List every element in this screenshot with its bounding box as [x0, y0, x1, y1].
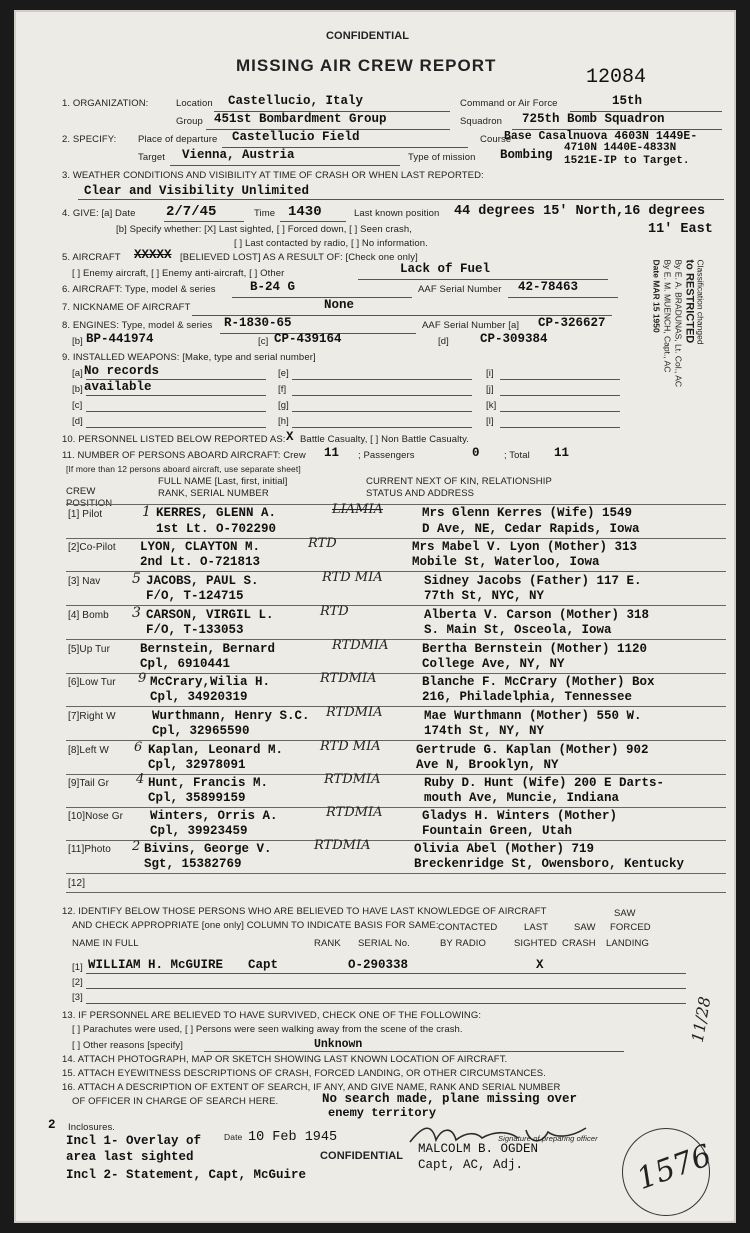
s12-h-serial: SERIAL No.: [358, 938, 410, 949]
s13-other: Unknown: [314, 1038, 363, 1051]
s2-mission-label: Type of mission: [408, 152, 476, 163]
s11-total-label: ; Total: [504, 450, 530, 461]
circle-number: 1576: [632, 1137, 717, 1198]
classification-stamp: [614, 259, 734, 392]
crew-kin-2: 216, Philadelphia, Tennessee: [422, 690, 633, 704]
s14: 14. ATTACH PHOTOGRAPH, MAP OR SKETCH SHOWING LAST KNOWN LOCATION OF AIRCRAFT.: [62, 1054, 508, 1065]
s12-row3-label: [3]: [72, 992, 83, 1003]
s13-line1: 13. IF PERSONNEL ARE BELIEVED TO HAVE SURVIVED, CHECK ONE OF THE FOLLOWING:: [62, 1010, 482, 1021]
s9-j-label: [j]: [486, 384, 494, 395]
crew-status: RTD: [320, 604, 349, 619]
s11-label: 11. NUMBER OF PERSONS ABOARD AIRCRAFT: Crew: [62, 450, 306, 461]
officer-name: MALCOLM B. OGDEN: [418, 1142, 539, 1156]
s9-h-label: [h]: [278, 416, 289, 427]
crew-kin-1: Gertrude G. Kaplan (Mother) 902: [416, 743, 649, 757]
crew-kin-2: Fountain Green, Utah: [422, 824, 573, 838]
stamp-line3: By E. A. BRADUNAS, Lt. Col., AC: [673, 259, 684, 388]
s13-line2: [ ] Parachutes were used, [ ] Persons were seen walking away from the scene of the crash.: [72, 1024, 463, 1035]
s2-target-label: Target: [138, 152, 166, 163]
s8-b: BP-441974: [86, 332, 154, 346]
crew-number: 5: [132, 571, 141, 587]
crew-position: [3] Nav: [68, 576, 101, 587]
s12-h-sighted: SIGHTED: [514, 938, 557, 949]
s11-note: [If more than 12 persons aboard aircraft, use separate sheet]: [66, 464, 301, 474]
crew-number: 3: [132, 605, 141, 621]
footer-date: 10 Feb 1945: [248, 1130, 338, 1145]
crew-status: RTDMIA: [314, 838, 371, 853]
crew-position: [7]Right W: [68, 711, 116, 722]
crew-kin-2: Breckenridge St, Owensboro, Kentucky: [414, 857, 685, 871]
crew-kin-2: Mobile St, Waterloo, Iowa: [412, 555, 600, 569]
crew-kin-1: Mae Wurthmann (Mother) 550 W.: [424, 709, 642, 723]
s10-mark: X: [286, 430, 294, 444]
s9-k-label: [k]: [486, 400, 497, 411]
s6-label: 6. AIRCRAFT: Type, model & series: [62, 284, 216, 295]
s3-label: 3. WEATHER CONDITIONS AND VISIBILITY AT TIME OF CRASH OR WHEN LAST REPORTED:: [62, 170, 484, 181]
s2-departure: Castellucio Field: [232, 130, 360, 144]
crew-kin-1: Olivia Abel (Mother) 719: [414, 842, 595, 856]
crew-number: 1: [142, 504, 151, 520]
s1-group-label: Group: [176, 116, 203, 127]
s12-h-forced: FORCED: [610, 922, 651, 933]
s6-serial-label: AAF Serial Number: [418, 284, 502, 295]
incl1-b: area last sighted: [66, 1150, 194, 1164]
s5-other: Lack of Fuel: [400, 262, 491, 276]
crew-kin-2: 77th St, NYC, NY: [424, 589, 545, 603]
crew-col-position: CREW: [66, 486, 96, 497]
s12-h-contacted: CONTACTED: [438, 922, 498, 933]
s16-line1: 16. ATTACH A DESCRIPTION OF EXTENT OF SEARCH, IF ANY, AND GIVE NAME, RANK AND SERIAL NUMBER: [62, 1082, 561, 1093]
crew-name: CARSON, VIRGIL L.: [146, 608, 274, 622]
crew-rank: 2nd Lt. O-721813: [140, 555, 261, 569]
crew-kin-1: Mrs Mabel V. Lyon (Mother) 313: [412, 540, 638, 554]
crew-name: KERRES, GLENN A.: [156, 506, 277, 520]
incl2: Incl 2- Statement, Capt, McGuire: [66, 1168, 307, 1182]
s5-rest: [BELIEVED LOST] AS A RESULT OF: [Check one only]: [180, 252, 418, 263]
stamp-line4: By E. M. MUENCH, Capt., AC: [662, 259, 673, 373]
crew-status: RTDMIA: [326, 805, 383, 820]
stamp-line1: Classification changed: [695, 259, 706, 345]
crew-number: 4: [136, 772, 145, 787]
crew-kin-2: mouth Ave, Muncie, Indiana: [424, 791, 620, 805]
s12-h-last: LAST: [524, 922, 549, 933]
s2-departure-label: Place of departure: [138, 134, 218, 145]
s2-course-line3: 1521E-IP to Target.: [564, 155, 690, 167]
crew-col-name: FULL NAME [Last, first, initial]: [158, 476, 288, 487]
crew-position: [5]Up Tur: [68, 644, 111, 655]
crew-kin-2: 174th St, NY, NY: [424, 724, 545, 738]
inclosures-label: Inclosures.: [68, 1122, 116, 1133]
crew-kin-2: D Ave, NE, Cedar Rapids, Iowa: [422, 522, 640, 536]
s8-c-label: [c]: [258, 336, 269, 347]
s11-total: 11: [554, 446, 570, 460]
s1-squadron-label: Squadron: [460, 116, 503, 127]
s12-r1-mark: X: [536, 958, 544, 972]
s4-time: 1430: [288, 204, 322, 220]
crew-number: 6: [134, 740, 143, 755]
crew-position: [4] Bomb: [68, 610, 109, 621]
crew-rank: Sgt, 15382769: [144, 857, 242, 871]
s7-value: None: [324, 298, 355, 312]
crew-col-rank: RANK, SERIAL NUMBER: [158, 488, 269, 499]
s15: 15. ATTACH EYEWITNESS DESCRIPTIONS OF CRASH, FORCED LANDING, OR OTHER CIRCUMSTANCES.: [62, 1068, 546, 1079]
s9-e-label: [e]: [278, 368, 289, 379]
crew-rank: Cpl, 32965590: [152, 724, 250, 738]
s2-course-line2: 4710N 1440E-4833N: [564, 142, 677, 154]
crew-col-status: STATUS AND ADDRESS: [366, 488, 475, 499]
crew-kin-1: Mrs Glenn Kerres (Wife) 1549: [422, 506, 633, 520]
report-page: [14, 10, 736, 1223]
s9-a-label: [a]: [72, 368, 83, 379]
s1-group: 451st Bombardment Group: [214, 112, 387, 126]
s2-label: 2. SPECIFY:: [62, 134, 117, 145]
s5-label: 5. AIRCRAFT: [62, 252, 121, 263]
s12-h-rank: RANK: [314, 938, 341, 949]
s9-b-label: [b]: [72, 384, 83, 395]
s16-value1: No search made, plane missing over: [322, 1092, 578, 1106]
s9-a: No records: [84, 364, 160, 378]
date-label: Date: [224, 1132, 243, 1142]
s3-value: Clear and Visibility Unlimited: [84, 184, 310, 198]
s12-h-saw: SAW: [574, 922, 596, 933]
report-number: 12084: [586, 66, 647, 89]
crew-rank: Cpl, 35899159: [148, 791, 246, 805]
crew-rank: 1st Lt. O-702290: [156, 522, 277, 536]
s8-label: 8. ENGINES: Type, model & series: [62, 320, 213, 331]
crew-rank: Cpl, 6910441: [140, 657, 231, 671]
crew-kin-1: Blanche F. McCrary (Mother) Box: [422, 675, 655, 689]
s16-value2: enemy territory: [328, 1106, 437, 1120]
s4-position-label: Last known position: [354, 208, 440, 219]
crew-status: RTDMIA: [320, 671, 377, 686]
crew-status: RTD MIA: [320, 739, 381, 754]
inclosures-num: 2: [48, 1118, 56, 1132]
incl1-a: Incl 1- Overlay of: [66, 1134, 202, 1148]
s9-i-label: [i]: [486, 368, 494, 379]
crew-position: [8]Left W: [68, 745, 109, 756]
s12-h-landing: LANDING: [606, 938, 649, 949]
crew-position: [12]: [68, 878, 86, 889]
crew-col-position-2: POSITION: [66, 498, 113, 509]
s10-label: 10. PERSONNEL LISTED BELOW REPORTED AS:: [62, 434, 286, 445]
s10-rest: Battle Casualty, [ ] Non Battle Casualty.: [300, 434, 470, 445]
s11-passengers: 0: [472, 446, 480, 460]
stamp-line2: to RESTRICTED: [683, 259, 696, 344]
s8-c: CP-439164: [274, 332, 342, 346]
s5-line2: [ ] Enemy aircraft, [ ] Enemy anti-aircraft, [ ] Other: [72, 268, 285, 279]
s2-course-line1: Base Casalnuova 4603N 1449E-: [504, 130, 698, 143]
s12-row1-label: [1]: [72, 962, 83, 973]
s4-label: 4. GIVE: [a] Date: [62, 208, 136, 219]
margin-note: 11/28: [687, 995, 715, 1044]
signature-label: Signature of preparing officer: [498, 1134, 598, 1143]
crew-rank: Cpl, 39923459: [150, 824, 248, 838]
s12-line2: AND CHECK APPROPRIATE [one only] COLUMN TO INDICATE BASIS FOR SAME:: [72, 920, 439, 931]
s8-b-label: [b]: [72, 336, 83, 347]
crew-number: 2: [132, 839, 141, 854]
crew-name: Winters, Orris A.: [150, 809, 278, 823]
officer-rank: Capt, AC, Adj.: [418, 1158, 524, 1172]
crew-name: Hunt, Francis M.: [148, 776, 269, 790]
crew-status: RTD MIA: [322, 570, 383, 585]
s8-a: CP-326627: [538, 316, 606, 330]
s12-r1-rank: Capt: [248, 958, 279, 972]
crew-number: 9: [138, 671, 147, 686]
s8-d-label: [d]: [438, 336, 449, 347]
crew-status: RTDMIA: [326, 705, 383, 720]
crew-name: Wurthmann, Henry S.C.: [152, 709, 310, 723]
s9-g-label: [g]: [278, 400, 289, 411]
crew-name: McCrary,Wilia H.: [150, 675, 271, 689]
classification-header: CONFIDENTIAL: [326, 30, 410, 42]
crew-kin-1: Ruby D. Hunt (Wife) 200 E Darts-: [424, 776, 665, 790]
report-title: MISSING AIR CREW REPORT: [236, 56, 497, 75]
s12-r1-name: WILLIAM H. McGUIRE: [88, 958, 224, 972]
s12-h-radio: BY RADIO: [440, 938, 487, 949]
s4-date: 2/7/45: [166, 204, 217, 220]
s9-c-label: [c]: [72, 400, 83, 411]
crew-name: Bernstein, Bernard: [140, 642, 276, 656]
s16-line2: OF OFFICER IN CHARGE OF SEARCH HERE.: [72, 1096, 279, 1107]
crew-status: RTDMIA: [324, 772, 381, 787]
stamp-line5: Date MAR 15 1950: [651, 259, 662, 333]
crew-name: Kaplan, Leonard M.: [148, 743, 284, 757]
s12-h-saw2: SAW: [614, 908, 636, 919]
s9-b: available: [84, 380, 152, 394]
s9-f-label: [f]: [278, 384, 287, 395]
crew-position: [6]Low Tur: [68, 677, 116, 688]
s9-l-label: [l]: [486, 416, 494, 427]
crew-kin-2: S. Main St, Osceola, Iowa: [424, 623, 612, 637]
s12-r1-serial: O-290338: [348, 958, 409, 972]
s1-squadron: 725th Bomb Squadron: [522, 112, 665, 126]
crew-rank: Cpl, 32978091: [148, 758, 246, 772]
crew-position: [1] Pilot: [68, 509, 103, 520]
s11-crew: 11: [324, 446, 340, 460]
s2-course-label: Course: [480, 134, 512, 145]
s7-label: 7. NICKNAME OF AIRCRAFT: [62, 302, 191, 313]
crew-kin-1: Gladys H. Winters (Mother): [422, 809, 618, 823]
s4-time-label: Time: [254, 208, 276, 219]
crew-position: [2]Co-Pilot: [68, 542, 116, 553]
s8-d: CP-309384: [480, 332, 548, 346]
s4-b-line: [b] Specify whether: [X] Last sighted, [ ] Forced down, [ ] Seen crash,: [116, 224, 412, 235]
s12-h-name: NAME IN FULL: [72, 938, 139, 949]
crew-status: RTDMIA: [332, 638, 389, 653]
s1-command-label: Command or Air Force: [460, 98, 558, 109]
crew-position: [9]Tail Gr: [68, 778, 110, 789]
s11-pass-label: ; Passengers: [358, 450, 415, 461]
crew-col-kin: CURRENT NEXT OF KIN, RELATIONSHIP: [366, 476, 552, 487]
crew-status: RTD: [308, 536, 337, 551]
s5-struck: XXXXX: [134, 248, 172, 262]
s2-target: Vienna, Austria: [182, 148, 295, 162]
s2-mission: Bombing: [500, 148, 553, 162]
crew-kin-1: Alberta V. Carson (Mother) 318: [424, 608, 650, 622]
crew-name: LYON, CLAYTON M.: [140, 540, 261, 554]
s12-h-crash: CRASH: [562, 938, 596, 949]
crew-position: [10]Nose Gr: [68, 811, 124, 822]
crew-kin-2: College Ave, NY, NY: [422, 657, 565, 671]
crew-name: Bivins, George V.: [144, 842, 272, 856]
crew-kin-1: Sidney Jacobs (Father) 117 E.: [424, 574, 642, 588]
crew-kin-1: Bertha Bernstein (Mother) 1120: [422, 642, 648, 656]
s1-label: 1. ORGANIZATION:: [62, 98, 149, 109]
s4-position-line1: 44 degrees 15' North,16 degrees: [454, 204, 706, 219]
s12-row2-label: [2]: [72, 977, 83, 988]
s6-type: B-24 G: [250, 280, 296, 294]
s1-location: Castellucio, Italy: [228, 94, 364, 108]
crew-rank: F/O, T-133053: [146, 623, 244, 637]
s1-location-label: Location: [176, 98, 213, 109]
s8-serial-label: AAF Serial Number [a]: [422, 320, 520, 331]
s6-serial: 42-78463: [518, 280, 579, 294]
crew-position: [11]Photo: [68, 844, 111, 855]
crew-rank: F/O, T-124715: [146, 589, 244, 603]
s9-d-label: [d]: [72, 416, 83, 427]
s13-line3: [ ] Other reasons [specify]: [72, 1040, 183, 1051]
confidential-footer: CONFIDENTIAL: [320, 1150, 404, 1162]
s9-label: 9. INSTALLED WEAPONS: [Make, type and serial number]: [62, 352, 316, 363]
crew-name: JACOBS, PAUL S.: [146, 574, 259, 588]
s1-command: 15th: [612, 94, 643, 108]
s8-type: R-1830-65: [224, 316, 292, 330]
crew-rank: Cpl, 34920319: [150, 690, 248, 704]
crew-status: LIAMIA: [332, 502, 383, 517]
s4-c-line: [ ] Last contacted by radio, [ ] No information.: [234, 238, 428, 249]
s4-position-line2: 11' East: [648, 222, 713, 237]
crew-kin-2: Ave N, Brooklyn, NY: [416, 758, 559, 772]
s12-line1: 12. IDENTIFY BELOW THOSE PERSONS WHO ARE BELIEVED TO HAVE LAST KNOWLEDGE OF AIRCRAFT: [62, 906, 547, 917]
